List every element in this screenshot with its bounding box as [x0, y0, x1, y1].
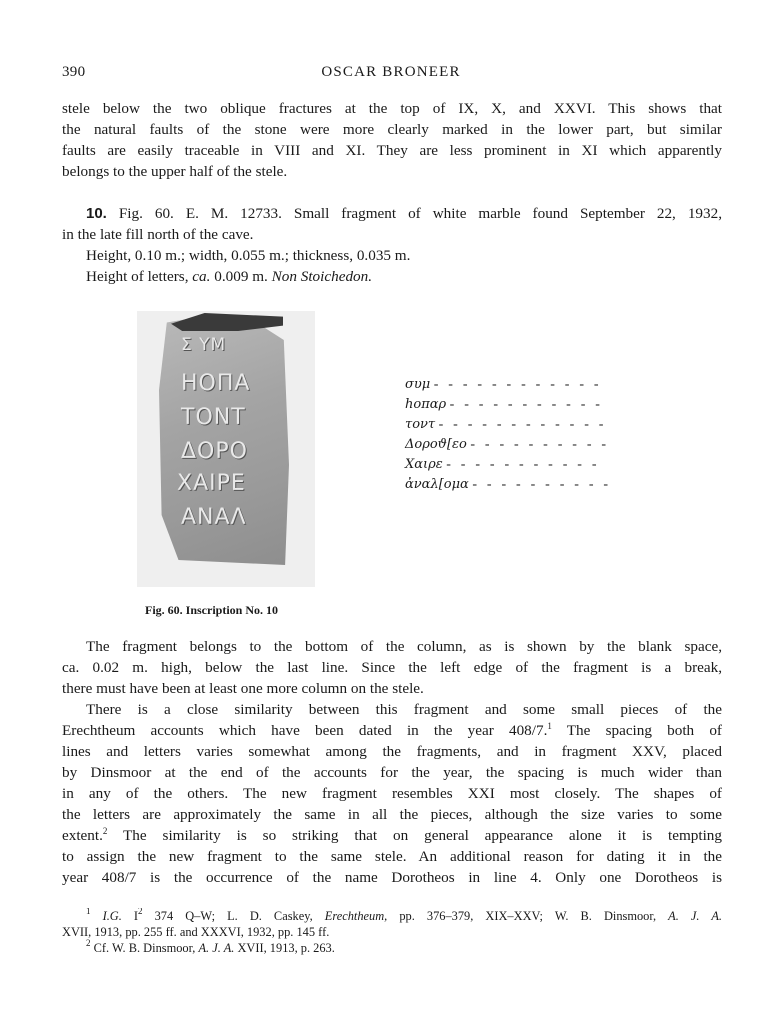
text-line: to assign the new fragment to the same stele. An additional reason for dating it in the — [62, 848, 722, 865]
transcription-line — [405, 435, 627, 455]
fn-text: Cf. W. B. Dinsmoor, — [93, 941, 199, 955]
stone-line-4: ΔΟΡΟ — [181, 439, 248, 464]
text-line: faults are easily traceable in VIII and XI. They are less prominent in XI which apparently — [62, 142, 722, 159]
fn-sup: 2 — [138, 908, 143, 916]
running-title: OSCAR BRONEER — [321, 64, 461, 80]
paragraph-similarity — [62, 699, 722, 888]
lacuna-dashes: - - - - - - - - - - - — [449, 397, 604, 412]
text-segment: extent. — [62, 827, 103, 844]
entry-dimensions: Height, 0.10 m.; width, 0.055 m.; thickness, 0.035 m. — [86, 247, 411, 264]
lacuna-dashes: - - - - - - - - - - — [472, 477, 612, 492]
entry-line-2: in the late fill north of the cave. — [62, 226, 254, 243]
footnotes — [62, 908, 722, 956]
letters-ca: ca. — [192, 268, 211, 285]
fn-text: XVII, 1913, p. 263. — [234, 941, 335, 955]
text-line: belongs to the upper half of the stele. — [62, 163, 288, 180]
figure-caption: Fig. 60. Inscription No. 10 — [145, 603, 279, 617]
paragraph-fragment — [62, 636, 722, 699]
transcription-text: Δοροϑ[εο — [405, 437, 467, 452]
letters-style: Non Stoichedon. — [271, 268, 373, 285]
stone-line-2: ΗΟΠΑ — [181, 371, 251, 396]
footnote-1 — [62, 908, 722, 924]
transcription-text: τοντ — [405, 417, 436, 432]
footnote-mark: 1 — [86, 908, 91, 916]
fn-text: A. J. A. — [668, 909, 722, 923]
lacuna-dashes: - - - - - - - - - - - — [446, 457, 600, 472]
text-line: the letters are approximately the same in all the pieces, although the size varies to some — [62, 806, 722, 823]
text-line: The fragment belongs to the bottom of the column, as is shown by the blank space, — [86, 638, 722, 655]
transcription-line — [405, 395, 627, 415]
entry-number: 10. — [86, 205, 107, 222]
text-line: stele below the two oblique fractures at the top of IX, X, and XXVI. This shows that — [62, 100, 722, 117]
text-line: by Dinsmoor at the end of the accounts for the year, the spacing is much wider than — [62, 764, 722, 781]
text-line: lines and letters varies somewhat among the fragments, and in fragment XXV, placed — [62, 743, 722, 760]
transcription-line — [405, 415, 627, 435]
lacuna-dashes: - - - - - - - - - - - - — [433, 377, 602, 392]
lacuna-dashes: - - - - - - - - - - — [470, 437, 610, 452]
footnote-mark: 2 — [86, 938, 91, 948]
text-line: There is a close similarity between this fragment and some small pieces of the — [86, 701, 722, 718]
text-line: ca. 0.02 m. high, below the last line. Since the left edge of the fragment is a break, — [62, 659, 722, 676]
stone-line-3: ΤΟΝΤ — [181, 405, 246, 430]
entry-line-1 — [62, 203, 722, 224]
text-line: there must have been at least one more column on the stele. — [62, 680, 424, 697]
lacuna-dashes: - - - - - - - - - - - - — [438, 417, 607, 432]
page-number: 390 — [62, 64, 86, 80]
transcription-text: συμ — [405, 377, 431, 392]
inscription-photo — [137, 311, 315, 587]
transcription-line — [405, 475, 627, 495]
text-line — [62, 825, 722, 846]
stone-line-5: ΧΑΙΡΕ — [177, 471, 246, 496]
transcription-text: ℎοπαρ — [405, 397, 447, 412]
fn-text: Erechtheum, — [324, 909, 388, 923]
text-segment: Erechtheum accounts which have been dated in the year 408/7. — [62, 722, 548, 739]
fn-text: I.G. — [102, 909, 122, 923]
stone-line-6: ΑΝΑΛ — [181, 505, 247, 530]
letters-value: 0.009 m. — [210, 268, 272, 285]
text-line — [62, 720, 722, 741]
footnote-ref[interactable]: 1 — [547, 721, 552, 731]
entry-description: Fig. 60. E. M. 12733. Small fragment of white marble found September 22, 1932, — [118, 205, 722, 222]
footnote-2 — [62, 940, 722, 956]
text-line: the natural faults of the stone were more clearly marked in the lower part, but similar — [62, 121, 722, 138]
transcription — [405, 375, 627, 495]
footnote-1-cont: XVII, 1913, pp. 255 ff. and XXXVI, 1932, pp. 145 ff. — [62, 925, 330, 939]
transcription-line — [405, 455, 627, 475]
text-segment: The spacing both of — [551, 722, 722, 739]
transcription-text: ἀναλ[ομα — [405, 477, 469, 492]
text-line: year 408/7 is the occurrence of the name Dorotheos in line 4. Only one Dorotheos is — [62, 869, 722, 886]
catalogue-entry — [62, 203, 722, 287]
stone-line-1: Σ ΥΜ — [181, 335, 227, 355]
fn-text: A. J. A. — [198, 941, 235, 955]
text-segment: The similarity is so striking that on general appearance alone it is tempting — [107, 827, 722, 844]
letters-prefix: Height of letters, — [86, 268, 193, 285]
fn-text: 374 Q–W; L. D. Caskey, — [142, 909, 325, 923]
transcription-text: Χαιρε — [405, 457, 443, 472]
stone-break-shadow — [171, 313, 283, 331]
paragraph-intro — [62, 98, 722, 182]
transcription-line — [405, 375, 627, 395]
text-line: in any of the others. The new fragment resembles XXI most closely. The shapes of — [62, 785, 722, 802]
footnote-ref[interactable]: 2 — [102, 826, 108, 836]
fn-text: pp. 376–379, XIX–XXV; W. B. Dinsmoor, — [387, 909, 669, 923]
entry-letters — [62, 266, 722, 287]
fn-text: I — [121, 909, 139, 923]
